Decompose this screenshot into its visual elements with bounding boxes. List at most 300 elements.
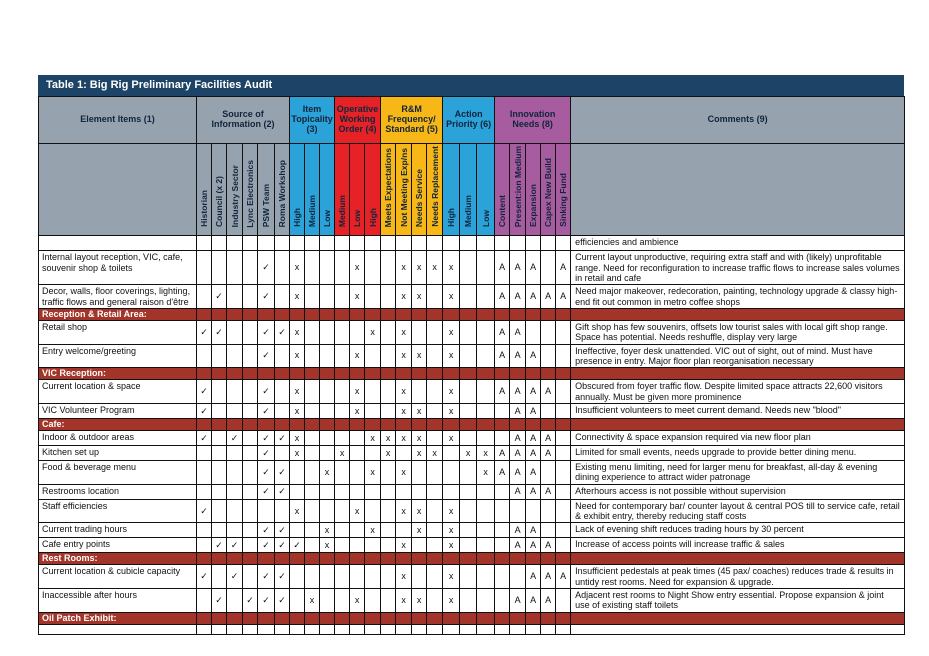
a-mark-expansion: A	[526, 285, 541, 309]
mark-cell-historian	[197, 251, 212, 285]
mark-cell-top_med	[305, 565, 320, 589]
x-mark-not_meeting: x	[396, 589, 412, 613]
mark-cell-op_med	[335, 431, 350, 446]
section-cell-meets	[381, 419, 396, 431]
mark-cell-top_med	[305, 320, 320, 344]
subheader-roma-label: Roma Workshop	[277, 159, 288, 228]
check-mark-psw: ✓	[258, 344, 275, 368]
section-cell-top_med	[305, 368, 320, 380]
check-mark-council: ✓	[212, 320, 227, 344]
section-cell-op_med	[335, 419, 350, 431]
mark-cell-top_med	[305, 446, 320, 461]
x-mark-not_meeting: x	[396, 431, 412, 446]
section-cell-capex	[541, 553, 556, 565]
mark-cell-act_med	[460, 404, 477, 419]
a-mark-expansion: A	[526, 484, 541, 499]
mark-cell-act_med	[460, 484, 477, 499]
mark-cell-meets	[381, 285, 396, 309]
section-cell-council	[212, 612, 227, 624]
mark-cell-sinking	[556, 589, 571, 613]
a-mark-capex: A	[541, 538, 556, 553]
section-cell-pres_med	[510, 612, 526, 624]
x-mark-op_low: x	[350, 589, 365, 613]
mark-cell-historian	[197, 523, 212, 538]
mark-cell-lync	[243, 344, 258, 368]
section-cell-top_high	[290, 419, 305, 431]
element-cell	[39, 236, 197, 251]
mark-cell-meets	[381, 523, 396, 538]
section-cell-top_low	[320, 308, 335, 320]
section-cell-needs_replacement	[427, 368, 443, 380]
check-mark-roma: ✓	[275, 589, 290, 613]
section-cell-historian	[197, 553, 212, 565]
table-row	[39, 285, 905, 309]
section-cell-industry	[227, 612, 243, 624]
section-cell-op_high	[365, 553, 381, 565]
element-cell: VIC Volunteer Program	[39, 404, 197, 419]
mark-cell-capex	[541, 404, 556, 419]
mark-cell-sinking	[556, 461, 571, 485]
mark-cell-expansion	[526, 499, 541, 523]
section-cell-op_high	[365, 612, 381, 624]
mark-cell-op_high	[365, 344, 381, 368]
mark-cell-op_high	[365, 446, 381, 461]
section-cell-comments	[571, 553, 905, 565]
mark-cell-capex	[541, 251, 556, 285]
mark-cell-op_low	[350, 624, 365, 634]
a-mark-content: A	[495, 320, 510, 344]
x-mark-needs_service: x	[412, 344, 427, 368]
mark-cell-meets	[381, 320, 396, 344]
mark-cell-act_low	[477, 523, 495, 538]
mark-cell-top_high	[290, 461, 305, 485]
section-cell-act_high	[443, 308, 460, 320]
mark-cell-meets	[381, 589, 396, 613]
mark-cell-act_high	[443, 461, 460, 485]
mark-cell-act_med	[460, 523, 477, 538]
section-cell-top_high	[290, 553, 305, 565]
mark-cell-act_low	[477, 589, 495, 613]
mark-cell-roma	[275, 380, 290, 404]
section-cell-act_med	[460, 368, 477, 380]
mark-cell-industry	[227, 344, 243, 368]
table-row	[39, 344, 905, 368]
subheader-needs_service-label: Needs Service	[414, 169, 425, 228]
mark-cell-meets	[381, 538, 396, 553]
mark-cell-op_med	[335, 499, 350, 523]
x-mark-needs_service: x	[412, 285, 427, 309]
check-mark-psw: ✓	[258, 461, 275, 485]
table-body	[39, 236, 905, 635]
section-cell-capex	[541, 308, 556, 320]
section-cell-lync	[243, 612, 258, 624]
section-cell-act_low	[477, 612, 495, 624]
section-cell-needs_replacement	[427, 419, 443, 431]
section-cell-op_high	[365, 368, 381, 380]
subheader-historian	[197, 144, 212, 236]
section-cell-capex	[541, 612, 556, 624]
x-mark-needs_replacement: x	[427, 251, 443, 285]
subheader-act_low	[477, 144, 495, 236]
element-cell: Current trading hours	[39, 523, 197, 538]
check-mark-council: ✓	[212, 589, 227, 613]
x-mark-op_high: x	[365, 431, 381, 446]
mark-cell-not_meeting	[396, 446, 412, 461]
mark-cell-lync	[243, 484, 258, 499]
table-row	[39, 484, 905, 499]
mark-cell-act_low	[477, 624, 495, 634]
check-mark-psw: ✓	[258, 431, 275, 446]
mark-cell-not_meeting	[396, 624, 412, 634]
mark-cell-meets	[381, 380, 396, 404]
mark-cell-needs_service	[412, 236, 427, 251]
x-mark-op_low: x	[350, 285, 365, 309]
mark-cell-top_low	[320, 380, 335, 404]
mark-cell-top_med	[305, 285, 320, 309]
mark-cell-op_low	[350, 236, 365, 251]
mark-cell-top_low	[320, 589, 335, 613]
mark-cell-top_med	[305, 431, 320, 446]
section-cell-industry	[227, 553, 243, 565]
element-cell: Food & beverage menu	[39, 461, 197, 485]
mark-cell-sinking	[556, 523, 571, 538]
section-cell-op_med	[335, 553, 350, 565]
mark-cell-act_low	[477, 499, 495, 523]
mark-cell-needs_replacement	[427, 320, 443, 344]
mark-cell-meets	[381, 484, 396, 499]
section-cell-op_low	[350, 308, 365, 320]
section-cell-act_low	[477, 308, 495, 320]
mark-cell-roma	[275, 446, 290, 461]
mark-cell-top_med	[305, 523, 320, 538]
comment-cell: Current layout unproductive, requiring extra staff and with (likely) unprofitable range. Need for reconfiguration to increase traffic flows to increase sales volumes in retail and cafe	[571, 251, 905, 285]
mark-cell-top_high	[290, 523, 305, 538]
group-header-action: Action Priority (6)	[443, 97, 495, 144]
a-mark-pres_med: A	[510, 285, 526, 309]
mark-cell-industry	[227, 236, 243, 251]
section-cell-historian	[197, 308, 212, 320]
table-row	[39, 404, 905, 419]
mark-cell-act_high	[443, 236, 460, 251]
section-cell-expansion	[526, 308, 541, 320]
section-cell-meets	[381, 368, 396, 380]
section-cell-needs_replacement	[427, 612, 443, 624]
section-cell-act_med	[460, 419, 477, 431]
section-cell-sinking	[556, 308, 571, 320]
table-row	[39, 380, 905, 404]
x-mark-not_meeting: x	[396, 380, 412, 404]
check-mark-historian: ✓	[197, 565, 212, 589]
section-cell-historian	[197, 612, 212, 624]
mark-cell-act_med	[460, 431, 477, 446]
section-cell-not_meeting	[396, 553, 412, 565]
mark-cell-op_med	[335, 461, 350, 485]
mark-cell-historian	[197, 446, 212, 461]
section-cell-needs_service	[412, 419, 427, 431]
section-cell-op_low	[350, 419, 365, 431]
mark-cell-meets	[381, 344, 396, 368]
element-cell: Staff efficiencies	[39, 499, 197, 523]
mark-cell-lync	[243, 431, 258, 446]
mark-cell-council	[212, 446, 227, 461]
check-mark-psw: ✓	[258, 320, 275, 344]
comment-cell: Need for contemporary bar/ counter layout & central POS till to service cafe, retail & exhibit entry, thereby reducing staff costs	[571, 499, 905, 523]
comment-cell: Adjacent rest rooms to Night Show entry essential. Propose expansion & joint use of existing staff toilets	[571, 589, 905, 613]
element-cell: Current location & space	[39, 380, 197, 404]
a-mark-capex: A	[541, 484, 556, 499]
mark-cell-top_low	[320, 484, 335, 499]
section-cell-act_high	[443, 553, 460, 565]
mark-cell-industry	[227, 404, 243, 419]
mark-cell-capex	[541, 523, 556, 538]
mark-cell-roma	[275, 251, 290, 285]
section-cell-roma	[275, 419, 290, 431]
a-mark-pres_med: A	[510, 344, 526, 368]
mark-cell-content	[495, 431, 510, 446]
group-header-source: Source of Information (2)	[197, 97, 290, 144]
x-mark-act_high: x	[443, 431, 460, 446]
a-mark-capex: A	[541, 446, 556, 461]
mark-cell-needs_replacement	[427, 565, 443, 589]
mark-cell-act_low	[477, 344, 495, 368]
check-mark-psw: ✓	[258, 285, 275, 309]
a-mark-expansion: A	[526, 589, 541, 613]
table-row	[39, 589, 905, 613]
mark-cell-op_med	[335, 624, 350, 634]
mark-cell-lync	[243, 380, 258, 404]
group-header-operative: Operative Working Order (4)	[335, 97, 381, 144]
section-cell-needs_service	[412, 368, 427, 380]
mark-cell-sinking	[556, 499, 571, 523]
mark-cell-top_low	[320, 236, 335, 251]
mark-cell-industry	[227, 251, 243, 285]
section-cell-op_low	[350, 612, 365, 624]
table-title: Table 1: Big Rig Preliminary Facilities Audit	[38, 75, 904, 96]
subheader-capex	[541, 144, 556, 236]
section-cell-sinking	[556, 612, 571, 624]
mark-cell-act_med	[460, 538, 477, 553]
section-cell-act_med	[460, 553, 477, 565]
section-cell-sinking	[556, 368, 571, 380]
mark-cell-top_med	[305, 236, 320, 251]
mark-cell-act_med	[460, 344, 477, 368]
mark-cell-op_high	[365, 484, 381, 499]
mark-cell-content	[495, 499, 510, 523]
check-mark-top_high: ✓	[290, 538, 305, 553]
mark-cell-content	[495, 624, 510, 634]
mark-cell-act_low	[477, 236, 495, 251]
mark-cell-top_low	[320, 431, 335, 446]
mark-cell-meets	[381, 499, 396, 523]
mark-cell-psw	[258, 499, 275, 523]
mark-cell-historian	[197, 344, 212, 368]
x-mark-top_high: x	[290, 380, 305, 404]
section-cell-historian	[197, 419, 212, 431]
mark-cell-act_med	[460, 589, 477, 613]
mark-cell-council	[212, 523, 227, 538]
a-mark-capex: A	[541, 565, 556, 589]
a-mark-pres_med: A	[510, 538, 526, 553]
check-mark-historian: ✓	[197, 499, 212, 523]
subheader-industry	[227, 144, 243, 236]
subheader-top_low-label: Low	[322, 210, 333, 228]
check-mark-industry: ✓	[227, 565, 243, 589]
mark-cell-lync	[243, 461, 258, 485]
section-row	[39, 308, 905, 320]
mark-cell-roma	[275, 499, 290, 523]
table-row	[39, 538, 905, 553]
check-mark-roma: ✓	[275, 538, 290, 553]
subheader-lync-label: Lync Electronics	[245, 159, 255, 228]
mark-cell-top_med	[305, 344, 320, 368]
mark-cell-op_med	[335, 565, 350, 589]
a-mark-expansion: A	[526, 431, 541, 446]
mark-cell-act_high	[443, 624, 460, 634]
mark-cell-historian	[197, 589, 212, 613]
mark-cell-historian	[197, 484, 212, 499]
mark-cell-top_low	[320, 499, 335, 523]
mark-cell-op_high	[365, 380, 381, 404]
mark-cell-top_low	[320, 285, 335, 309]
mark-cell-top_med	[305, 251, 320, 285]
x-mark-act_med: x	[460, 446, 477, 461]
subheader-op_high-label: High	[367, 208, 378, 228]
mark-cell-capex	[541, 236, 556, 251]
mark-cell-top_med	[305, 624, 320, 634]
a-mark-capex: A	[541, 589, 556, 613]
x-mark-top_high: x	[290, 251, 305, 285]
section-cell-psw	[258, 419, 275, 431]
element-cell: Retail shop	[39, 320, 197, 344]
mark-cell-needs_replacement	[427, 589, 443, 613]
section-cell-needs_replacement	[427, 308, 443, 320]
section-cell-act_high	[443, 612, 460, 624]
a-mark-pres_med: A	[510, 484, 526, 499]
section-cell-roma	[275, 553, 290, 565]
section-cell-lync	[243, 419, 258, 431]
section-cell-psw	[258, 368, 275, 380]
mark-cell-industry	[227, 380, 243, 404]
mark-cell-op_med	[335, 285, 350, 309]
mark-cell-not_meeting	[396, 523, 412, 538]
mark-cell-council	[212, 236, 227, 251]
section-cell-op_low	[350, 368, 365, 380]
mark-cell-op_low	[350, 320, 365, 344]
x-mark-top_high: x	[290, 499, 305, 523]
mark-cell-council	[212, 565, 227, 589]
mark-cell-industry	[227, 461, 243, 485]
mark-cell-not_meeting	[396, 484, 412, 499]
mark-cell-op_high	[365, 251, 381, 285]
x-mark-top_high: x	[290, 404, 305, 419]
mark-cell-needs_replacement	[427, 431, 443, 446]
mark-cell-lync	[243, 446, 258, 461]
mark-cell-needs_replacement	[427, 404, 443, 419]
mark-cell-act_low	[477, 484, 495, 499]
mark-cell-capex	[541, 320, 556, 344]
comment-cell: Insufficient volunteers to meet current demand. Needs new "blood"	[571, 404, 905, 419]
mark-cell-council	[212, 461, 227, 485]
mark-cell-needs_replacement	[427, 538, 443, 553]
a-mark-content: A	[495, 344, 510, 368]
comment-cell: Need major makeover, redecoration, painting, technology upgrade & classy high-end fit out common in metro coffee shops	[571, 285, 905, 309]
section-cell-needs_service	[412, 308, 427, 320]
mark-cell-op_med	[335, 538, 350, 553]
table-row	[39, 431, 905, 446]
x-mark-act_high: x	[443, 320, 460, 344]
element-cell: Inaccessible after hours	[39, 589, 197, 613]
section-label: VIC Reception:	[39, 368, 197, 380]
x-mark-act_high: x	[443, 499, 460, 523]
x-mark-top_med: x	[305, 589, 320, 613]
subheader-sinking	[556, 144, 571, 236]
a-mark-pres_med: A	[510, 523, 526, 538]
mark-cell-top_med	[305, 380, 320, 404]
group-header-rm: R&M Frequency/ Standard (5)	[381, 97, 443, 144]
x-mark-not_meeting: x	[396, 461, 412, 485]
a-mark-sinking: A	[556, 565, 571, 589]
a-mark-expansion: A	[526, 344, 541, 368]
table-header	[39, 97, 905, 236]
subheader-psw-label: PSW Team	[261, 183, 271, 228]
check-mark-industry: ✓	[227, 538, 243, 553]
subheader-meets-label: Meets Expectations	[383, 147, 394, 228]
section-cell-top_med	[305, 612, 320, 624]
section-cell-roma	[275, 612, 290, 624]
check-mark-psw: ✓	[258, 538, 275, 553]
x-mark-act_high: x	[443, 538, 460, 553]
mark-cell-industry	[227, 285, 243, 309]
section-cell-capex	[541, 368, 556, 380]
check-mark-psw: ✓	[258, 523, 275, 538]
section-cell-expansion	[526, 419, 541, 431]
mark-cell-act_med	[460, 499, 477, 523]
section-cell-sinking	[556, 419, 571, 431]
mark-cell-act_low	[477, 431, 495, 446]
x-mark-act_high: x	[443, 344, 460, 368]
section-cell-meets	[381, 612, 396, 624]
x-mark-not_meeting: x	[396, 565, 412, 589]
section-cell-expansion	[526, 368, 541, 380]
subheader-council-label: Council (x 2)	[214, 176, 224, 228]
group-header-topicality: Item Topicality (3)	[290, 97, 335, 144]
facilities-audit-table	[38, 96, 905, 635]
mark-cell-expansion	[526, 624, 541, 634]
section-label: Oil Patch Exhibit:	[39, 612, 197, 624]
section-cell-pres_med	[510, 368, 526, 380]
check-mark-roma: ✓	[275, 565, 290, 589]
section-cell-act_low	[477, 553, 495, 565]
check-mark-psw: ✓	[258, 404, 275, 419]
section-cell-top_high	[290, 308, 305, 320]
check-mark-psw: ✓	[258, 565, 275, 589]
section-cell-content	[495, 419, 510, 431]
mark-cell-lync	[243, 538, 258, 553]
element-cell	[39, 624, 197, 634]
section-cell-op_med	[335, 308, 350, 320]
check-mark-psw: ✓	[258, 380, 275, 404]
x-mark-needs_replacement: x	[427, 446, 443, 461]
section-cell-lync	[243, 308, 258, 320]
x-mark-top_high: x	[290, 446, 305, 461]
subheader-act_med	[460, 144, 477, 236]
mark-cell-expansion	[526, 320, 541, 344]
subheader-top_med	[305, 144, 320, 236]
x-mark-op_high: x	[365, 523, 381, 538]
x-mark-top_low: x	[320, 461, 335, 485]
table-row	[39, 499, 905, 523]
mark-cell-sinking	[556, 484, 571, 499]
